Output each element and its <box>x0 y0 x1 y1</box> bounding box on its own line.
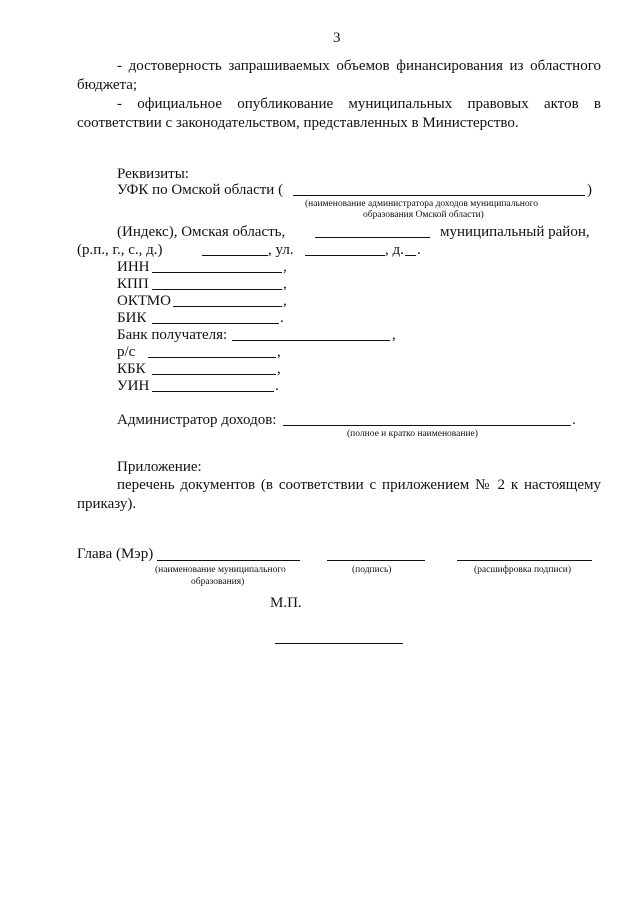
rs-line <box>148 357 276 358</box>
kbk-line <box>152 374 276 375</box>
address-locality-line <box>315 237 430 238</box>
administrator-label: Администратор доходов: <box>117 412 277 428</box>
bik-dot: . <box>280 310 284 326</box>
page-number: 3 <box>333 30 341 46</box>
bottom-separator-line <box>275 643 403 644</box>
requisites-heading: Реквизиты: <box>117 166 189 182</box>
ufk-close-paren: ) <box>587 182 592 198</box>
address-district: муниципальный район, <box>440 224 590 240</box>
signature-caption-name-2: образования) <box>191 577 245 587</box>
appendix-heading: Приложение: <box>117 459 202 475</box>
intro-paragraph-1-line-2: бюджета; <box>77 77 138 93</box>
appendix-line-1: перечень документов (в соответствии с приложением № 2 к настоящему <box>117 477 601 493</box>
address-house-label: , д. <box>385 242 404 258</box>
signature-sign-line <box>327 560 425 561</box>
kpp-label: КПП <box>117 276 149 292</box>
bank-line <box>232 340 390 341</box>
kpp-comma: , <box>283 276 287 292</box>
oktmo-line <box>173 306 282 307</box>
address-street-line <box>305 255 385 256</box>
oktmo-label: ОКТМО <box>117 293 171 309</box>
ufk-blank-line <box>293 195 585 196</box>
signature-caption-decode: (расшифровка подписи) <box>474 565 571 575</box>
administrator-end-dot: . <box>572 412 576 428</box>
kbk-label: КБК <box>117 361 146 377</box>
address-house-line <box>405 255 416 256</box>
kpp-line <box>152 289 282 290</box>
inn-line <box>152 272 282 273</box>
intro-paragraph-2-line-1: - официальное опубликование муниципальных правовых актов в <box>117 96 601 112</box>
address-street-label: , ул. <box>268 242 294 258</box>
intro-paragraph-2-line-2: соответствии с законодательством, представленных в Министерство. <box>77 115 519 131</box>
inn-label: ИНН <box>117 259 150 275</box>
bank-label: Банк получателя: <box>117 327 228 343</box>
uin-line <box>152 391 274 392</box>
address-settlement-label: (р.п., г., с., д.) <box>77 242 163 258</box>
bik-line <box>152 323 279 324</box>
kbk-comma: , <box>277 361 281 377</box>
rs-comma: , <box>277 344 281 360</box>
bank-comma: , <box>392 327 396 343</box>
rs-label: р/с <box>117 344 136 360</box>
signature-caption-name-1: (наименование муниципального <box>155 565 286 575</box>
inn-comma: , <box>283 259 287 275</box>
administrator-caption: (полное и кратко наименование) <box>347 429 478 439</box>
address-region: (Индекс), Омская область, <box>117 224 286 240</box>
bik-label: БИК <box>117 310 147 326</box>
signature-decode-line <box>457 560 592 561</box>
ufk-caption-2: образования Омской области) <box>363 210 484 220</box>
uin-dot: . <box>275 378 279 394</box>
stamp-label: М.П. <box>270 595 302 611</box>
uin-label: УИН <box>117 378 150 394</box>
administrator-line <box>283 425 571 426</box>
oktmo-comma: , <box>283 293 287 309</box>
ufk-label: УФК по Омской области ( <box>117 182 284 198</box>
ufk-caption-1: (наименование администратора доходов муниципального <box>305 199 539 209</box>
address-settlement-line <box>202 255 268 256</box>
appendix-line-2: приказу). <box>77 496 137 512</box>
signature-label: Глава (Мэр) <box>77 546 154 562</box>
signature-caption-sign: (подпись) <box>352 565 392 575</box>
address-end-dot: . <box>417 242 421 258</box>
intro-paragraph-1-line-1: - достоверность запрашиваемых объемов финансирования из областного <box>117 58 601 74</box>
signature-name-line <box>157 560 300 561</box>
